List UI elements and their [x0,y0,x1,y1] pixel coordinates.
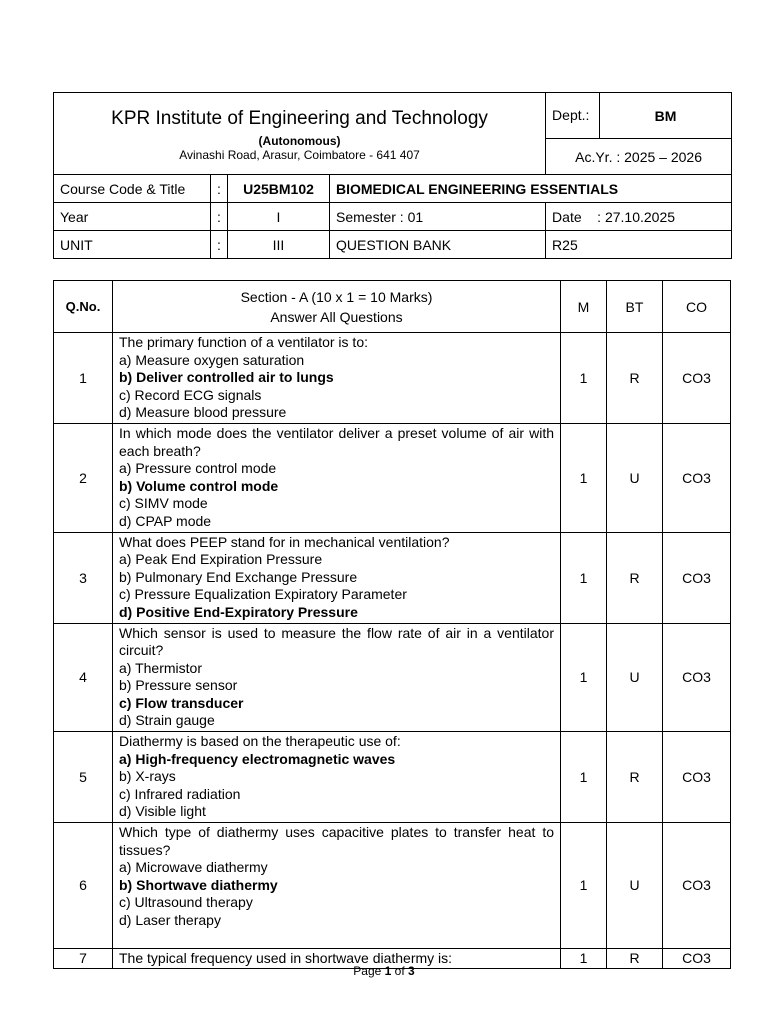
question-marks: 1 [561,948,607,969]
option-a: a) Peak End Expiration Pressure [119,551,323,568]
institution-address: Avinashi Road, Arasur, Coimbatore - 641 407 [179,148,420,162]
page-separator: of [391,964,409,978]
question-number: 3 [54,532,113,623]
question-row [54,823,731,949]
question-marks: 1 [561,333,607,424]
question-co: CO3 [663,623,731,732]
date: Date : 27.10.2025 [546,203,732,231]
question-bt-level: U [607,423,663,532]
question-number: 6 [54,823,113,949]
question-co: CO3 [663,823,731,949]
option-d: d) Measure blood pressure [119,404,287,421]
question-stem: In which mode does the ventilator deliver a preset volume of air with each breath? [119,424,554,459]
option-b: b) X-rays [119,768,176,785]
semester: Semester : 01 [330,203,546,231]
col-bt-header: BT [607,281,663,333]
option-b-answer: b) Shortwave diathermy [119,876,278,893]
option-d: d) Laser therapy [119,912,221,928]
question-marks: 1 [561,823,607,949]
current-page: 1 [384,964,392,978]
unit-value: III [228,231,330,259]
page-prefix: Page [353,964,385,978]
question-marks: 1 [561,732,607,823]
option-c: c) SIMV mode [119,495,208,512]
unit-label: UNIT [54,231,211,259]
question-stem: Which type of diathermy uses capacitive plates to transfer heat to tissues? [119,824,554,858]
col-co-header: CO [663,281,731,333]
option-c: c) Infrared radiation [119,785,241,802]
question-bt-level: R [607,948,663,969]
page-footer [0,964,768,978]
question-bt-level: R [607,333,663,424]
section-title: Section - A (10 x 1 = 10 Marks) [240,288,433,305]
option-b-answer: b) Deliver controlled air to lungs [119,369,334,386]
academic-year: Ac.Yr. : 2025 – 2026 [546,139,732,175]
option-b: b) Pulmonary End Exchange Pressure [119,568,358,585]
question-number: 7 [54,948,113,969]
question-co: CO3 [663,948,731,969]
option-b-answer: b) Volume control mode [119,477,279,494]
course-label: Course Code & Title [54,175,211,203]
question-stem: The primary function of a ventilator is to: [119,334,368,350]
option-b: b) Pressure sensor [119,677,238,694]
question-marks: 1 [561,532,607,623]
dept-label: Dept.: [546,93,600,139]
question-marks: 1 [561,623,607,732]
question-body [113,532,561,623]
option-c: c) Record ECG signals [119,386,262,403]
question-body [113,732,561,823]
question-number: 5 [54,732,113,823]
document-type: QUESTION BANK [330,231,546,259]
option-d-answer: d) Positive End-Expiratory Pressure [119,603,358,620]
section-instruction: Answer All Questions [270,308,403,325]
dept-value: BM [600,93,732,139]
table-header-row [54,281,731,333]
colon: : [211,175,228,203]
option-a: a) Pressure control mode [119,460,277,477]
colon: : [211,203,228,231]
question-body [113,423,561,532]
question-row [54,532,731,623]
course-title: BIOMEDICAL ENGINEERING ESSENTIALS [330,175,732,203]
question-marks: 1 [561,423,607,532]
option-c: c) Pressure Equalization Expiratory Parameter [119,586,407,603]
option-d: d) CPAP mode [119,512,212,529]
question-bt-level: U [607,623,663,732]
question-number: 2 [54,423,113,532]
col-marks-header: M [561,281,607,333]
year-value: I [228,203,330,231]
question-row [54,423,731,532]
question-stem: What does PEEP stand for in mechanical ventilation? [119,533,450,550]
question-stem: The typical frequency used in shortwave diathermy is: [119,949,453,966]
question-row [54,623,731,732]
question-bt-level: R [607,532,663,623]
course-code: U25BM102 [228,175,330,203]
option-a: a) Measure oxygen saturation [119,351,305,368]
option-d: d) Visible light [119,803,206,820]
question-body [113,823,561,949]
option-a-answer: a) High-frequency electromagnetic waves [119,750,396,767]
question-row [54,732,731,823]
question-stem: Diathermy is based on the therapeutic use of: [119,733,401,750]
option-d: d) Strain gauge [119,712,215,729]
option-c: c) Ultrasound therapy [119,894,253,911]
question-bt-level: R [607,732,663,823]
institution-name: KPR Institute of Engineering and Technology [111,108,488,129]
section-header [113,281,561,333]
question-table [53,280,731,969]
option-a: a) Microwave diathermy [119,859,268,876]
year-label: Year [54,203,211,231]
autonomous-label: (Autonomous) [258,134,341,148]
institution-block [54,93,546,175]
header-table [53,92,732,259]
colon: : [211,231,228,259]
question-co: CO3 [663,333,731,424]
question-body [113,623,561,732]
question-stem: Which sensor is used to measure the flow rate of air in a ventilator circuit? [119,624,554,659]
option-c-answer: c) Flow transducer [119,694,244,711]
question-body [113,333,561,424]
option-a: a) Thermistor [119,659,202,676]
question-bt-level: U [607,823,663,949]
regulation: R25 [546,231,732,259]
question-number: 4 [54,623,113,732]
question-number: 1 [54,333,113,424]
question-co: CO3 [663,732,731,823]
question-row [54,333,731,424]
question-co: CO3 [663,532,731,623]
col-qno-header: Q.No. [54,281,113,333]
total-pages: 3 [408,964,415,978]
question-co: CO3 [663,423,731,532]
